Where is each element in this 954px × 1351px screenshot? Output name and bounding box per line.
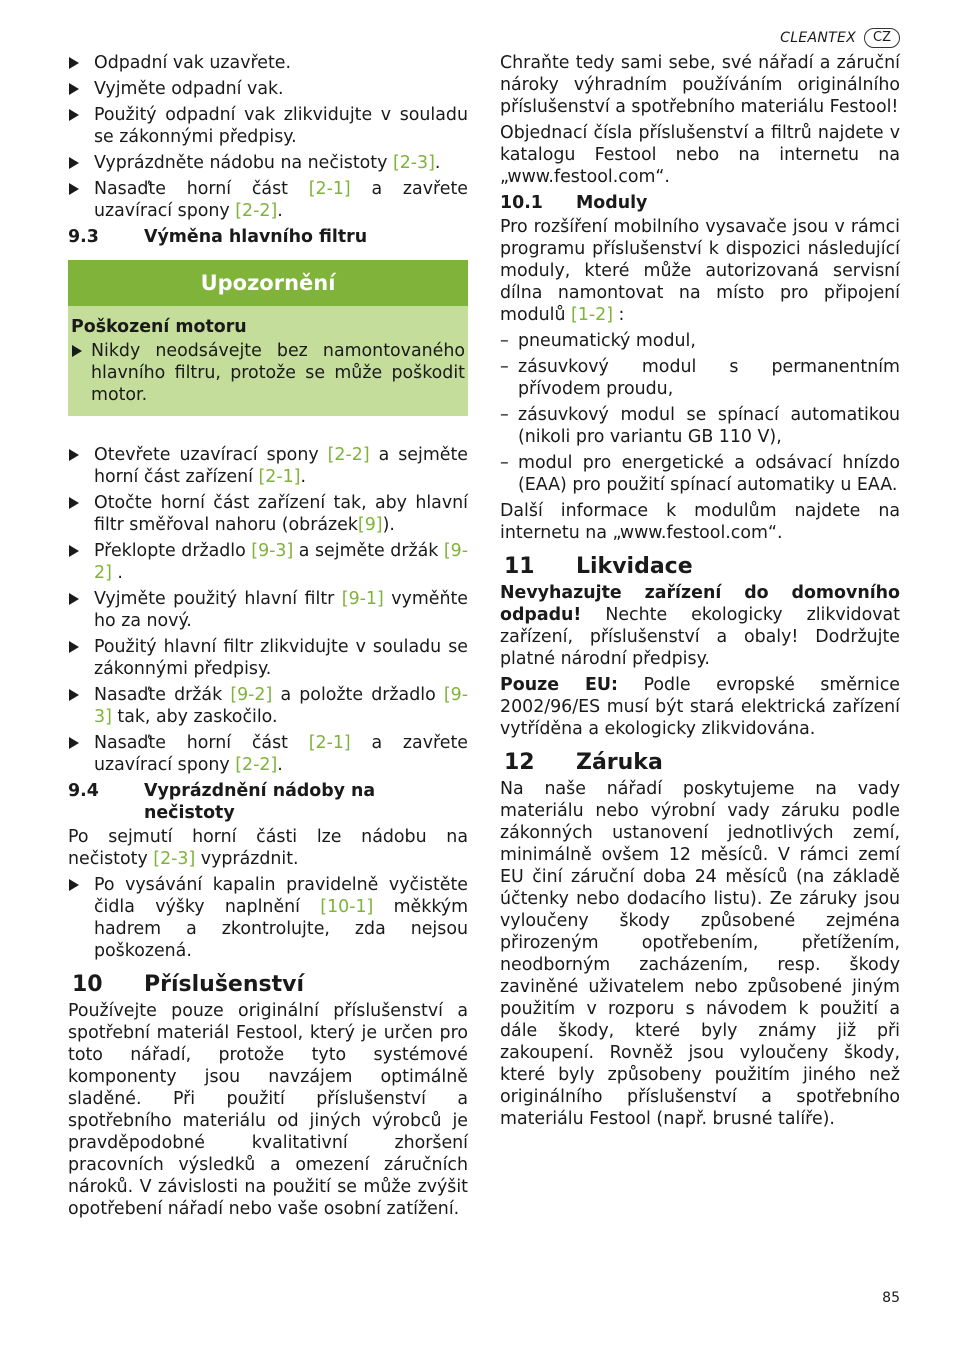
paragraph: Další informace k modulům najdete na internetu na „www.festool.com“. bbox=[500, 501, 900, 543]
paragraph: Objednací čísla příslušenství a filtrů najdete v katalogu Festool nebo na internetu na „www.festool.com“. bbox=[500, 123, 900, 187]
paragraph: Pouze EU: Podle evropské směrnice 2002/96/ES musí být stará elektrická zařízení vytříděna a ekologicky zlikvidována. bbox=[500, 675, 900, 739]
page-number: 85 bbox=[882, 1290, 900, 1306]
figure-reference: [2-1] bbox=[308, 733, 351, 753]
section-heading-12: 12 Záruka bbox=[504, 750, 663, 775]
section-heading-10: 10 Příslušenství bbox=[72, 972, 304, 997]
list-item: Otočte horní část zařízení tak, aby hlavní filtr směřoval nahoru (obrázek[9]). bbox=[68, 492, 468, 536]
list-item: Použitý hlavní filtr zlikvidujte v souladu se zákonnými předpisy. bbox=[68, 636, 468, 680]
list-item: – modul pro energetické a odsávací hnízdo (EAA) pro použití spínací automatiky u EAA. bbox=[500, 452, 900, 496]
warning-title: Upozornění bbox=[68, 260, 468, 306]
list-item: Vyjměte odpadní vak. bbox=[68, 78, 468, 100]
figure-reference: [1-2] bbox=[571, 305, 614, 325]
figure-reference: [2-2] bbox=[327, 445, 370, 465]
section-heading-9-4: 9.4 Vyprázdnění nádoby na nečistoty bbox=[68, 781, 376, 823]
list-item: Odpadní vak uzavřete. bbox=[68, 52, 468, 74]
list-item: Nasaďte horní část [2-1] a zavřete uzavírací spony [2-2]. bbox=[68, 732, 468, 776]
paragraph: Chraňte tedy sami sebe, své nářadí a záruční nároky výhradním používáním originálního příslušenství a spotřebního materiálu Festool! bbox=[500, 53, 900, 117]
figure-reference: [2-2] bbox=[235, 201, 278, 221]
list-item: Použitý odpadní vak zlikvidujte v souladu se zákonnými předpisy. bbox=[68, 104, 468, 148]
paragraph: Po sejmutí horní části lze nádobu na nečistoty [2-3] vyprázdnit. bbox=[68, 827, 468, 869]
paragraph: Nevyhazujte zařízení do domovního odpadu! Nechte ekologicky zlikvidovat zařízení, příslušenství a obaly! Dodržujte platné národní předpisy. bbox=[500, 583, 900, 669]
figure-reference: [2-1] bbox=[258, 467, 301, 487]
list-item: Po vysávání kapalin pravidelně vyčistěte čidla výšky naplnění [10-1] měkkým hadrem a zkontrolujte, zda nejsou poškozená. bbox=[68, 874, 468, 962]
brand-label: CLEANTEX bbox=[780, 30, 857, 46]
warning-box bbox=[68, 260, 468, 416]
figure-reference: [10-1] bbox=[320, 897, 374, 917]
figure-reference: [9-2] bbox=[94, 541, 468, 583]
left-column bbox=[68, 52, 468, 1220]
list-item: Otevřete uzavírací spony [2-2] a sejměte horní část zařízení [2-1]. bbox=[68, 444, 468, 488]
figure-reference: [9-2] bbox=[230, 685, 273, 705]
section-heading-11: 11 Likvidace bbox=[504, 554, 693, 579]
list-item: Vyprázdněte nádobu na nečistoty [2-3]. bbox=[68, 152, 468, 174]
language-badge: CZ bbox=[864, 28, 900, 48]
section-heading-9-3: 9.3 Výměna hlavního filtru bbox=[68, 227, 368, 247]
figure-reference: [2-3] bbox=[153, 849, 196, 869]
figure-reference: [9-3] bbox=[251, 541, 294, 561]
paragraph: Na naše nářadí poskytujeme na vady materiálu nebo výrobní vady záruku podle zákonných ustanovení jednotlivých zemí, minimálně ovšem 12 měsíců. V rámci zemí EU činí záruční doba 24 měsíců (na základě účtenky nebo dodacího listu). Ze záruky jsou vyloučeny škody způsobené zejména přirozeným opotřebením, přetížením, neodborným zacházením, resp. škody zaviněné uživatelem nebo způsobené jiným použitím v rozporu s návodem k použití a dále škody, které byly známy již při zakoupení. Rovněž jsou vyloučeny škody, které byly způsobeny použitím jiného než originálního příslušenství a spotřebního materiálu Festool (např. brusné talíře). bbox=[500, 779, 900, 1129]
section-heading-10-1: 10.1 Moduly bbox=[500, 193, 648, 213]
list-item: Nasaďte držák [9-2] a položte držadlo [9-3] tak, aby zaskočilo. bbox=[68, 684, 468, 728]
list-item: Nasaďte horní část [2-1] a zavřete uzavírací spony [2-2]. bbox=[68, 178, 468, 222]
paragraph: Používejte pouze originální příslušenství a spotřební materiál Festool, který je určen pro toto nářadí, protože tyto systémové komponenty jsou navzájem optimálně sladěné. Při použití příslušenství a spotřebního materiálu od jiných výrobců je pravděpodobné kvalitativní zhoršení pracovních výsledků a omezení záručních nároků. V závislosti na použití se může zvýšit opotřebení nářadí nebo vaše osobní zatížení. bbox=[68, 1001, 468, 1219]
figure-reference: [2-3] bbox=[392, 153, 435, 173]
list-item: Vyjměte použitý hlavní filtr [9-1] vyměňte ho za nový. bbox=[68, 588, 468, 632]
warning-subtitle: Poškození motoru bbox=[71, 317, 247, 337]
paragraph: Pro rozšíření mobilního vysavače jsou v rámci programu příslušenství k dispozici následující moduly, které může autorizovaná servisní dílna namontovat na místo pro připojení modulů [1-2] : bbox=[500, 217, 900, 325]
figure-reference: [2-2] bbox=[235, 755, 278, 775]
right-column bbox=[500, 52, 900, 1130]
figure-reference: [2-1] bbox=[308, 179, 351, 199]
list-item: – pneumatický modul, bbox=[500, 330, 900, 352]
figure-reference: [9-3] bbox=[94, 685, 468, 727]
list-item: – zásuvkový modul se spínací automatikou (nikoli pro variantu GB 110 V), bbox=[500, 404, 900, 448]
list-item: – zásuvkový modul s permanentním přívodem proudu, bbox=[500, 356, 900, 400]
warning-text: Nikdy neodsávejte bez namontovaného hlavního filtru, protože se může poškodit motor. bbox=[71, 340, 465, 406]
page-header bbox=[780, 27, 900, 49]
figure-reference: [9] bbox=[357, 515, 383, 535]
figure-reference: [9-1] bbox=[341, 589, 384, 609]
list-item: Překlopte držadlo [9-3] a sejměte držák [9-2] . bbox=[68, 540, 468, 584]
